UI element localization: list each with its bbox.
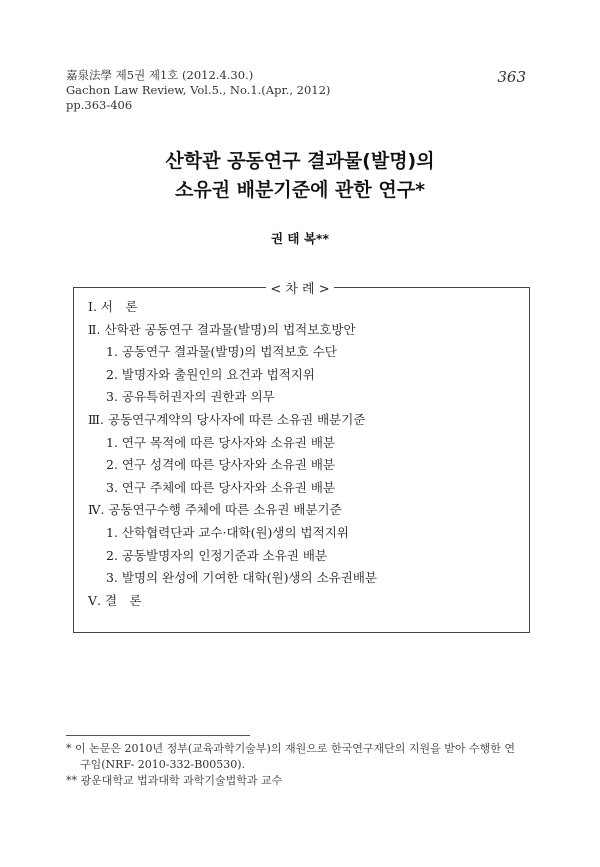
- toc-item-section-4: Ⅳ. 공동연구수행 주체에 따른 소유권 배분기준: [88, 502, 342, 518]
- toc-item-2-2: 2. 발명자와 출원인의 요건과 법적지위: [106, 366, 315, 382]
- footnote-funding-line-1: * 이 논문은 2010년 정부(교육과학기술부)의 재원으로 한국연구재단의 지원을 받아 수행한 연: [66, 742, 515, 755]
- footnote-author-affiliation: ** 광운대학교 법과대학 과학기술법학과 교수: [66, 774, 283, 787]
- toc-item-4-3: 3. 발명의 완성에 기여한 대학(원)생의 소유권배분: [106, 570, 377, 586]
- toc-item-section-1: Ⅰ. 서 론: [88, 299, 138, 314]
- author-name: 권 태 복**: [270, 231, 329, 246]
- page-number: 363: [497, 68, 526, 86]
- journal-citation-korean: 嘉泉法學 제5권 제1호 (2012.4.30.): [66, 68, 254, 82]
- toc-heading: < 차 례 >: [0, 278, 600, 297]
- toc-list: [88, 296, 377, 612]
- toc-item-4-2: 2. 공동발명자의 인정기준과 소유권 배분: [106, 547, 328, 563]
- toc-item-2-3: 3. 공유특허권자의 권한과 의무: [106, 389, 275, 405]
- toc-item-3-2: 2. 연구 성격에 따른 당사자와 소유권 배분: [106, 457, 335, 473]
- journal-pages: pp.363-406: [66, 98, 133, 112]
- journal-citation-english: Gachon Law Review, Vol.5., No.1.(Apr., 2012): [66, 83, 331, 97]
- toc-item-2-1: 1. 공동연구 결과물(발명)의 법적보호 수단: [106, 344, 337, 360]
- footnote-divider: [66, 735, 250, 736]
- toc-item-section-2: Ⅱ. 산학관 공동연구 결과물(발명)의 법적보호방안: [88, 321, 356, 337]
- toc-item-3-1: 1. 연구 목적에 따른 당사자와 소유권 배분: [106, 434, 335, 450]
- toc-item-3-3: 3. 연구 주체에 따른 당사자와 소유권 배분: [106, 479, 335, 495]
- footnote-funding-line-2: 구임(NRF- 2010-332-B00530).: [80, 758, 246, 771]
- footnote-funding: [66, 741, 536, 773]
- toc-item-section-5: Ⅴ. 결 론: [88, 592, 142, 608]
- toc-item-4-1: 1. 산학협력단과 교수·대학(원)생의 법적지위: [106, 524, 349, 540]
- paper-title-line-1: 산학관 공동연구 결과물(발명)의: [165, 150, 435, 172]
- journal-header: [66, 68, 330, 113]
- paper-title-line-2: 소유권 배분기준에 관한 연구*: [174, 179, 426, 201]
- toc-item-section-3: Ⅲ. 공동연구계약의 당사자에 따른 소유권 배분기준: [88, 411, 366, 427]
